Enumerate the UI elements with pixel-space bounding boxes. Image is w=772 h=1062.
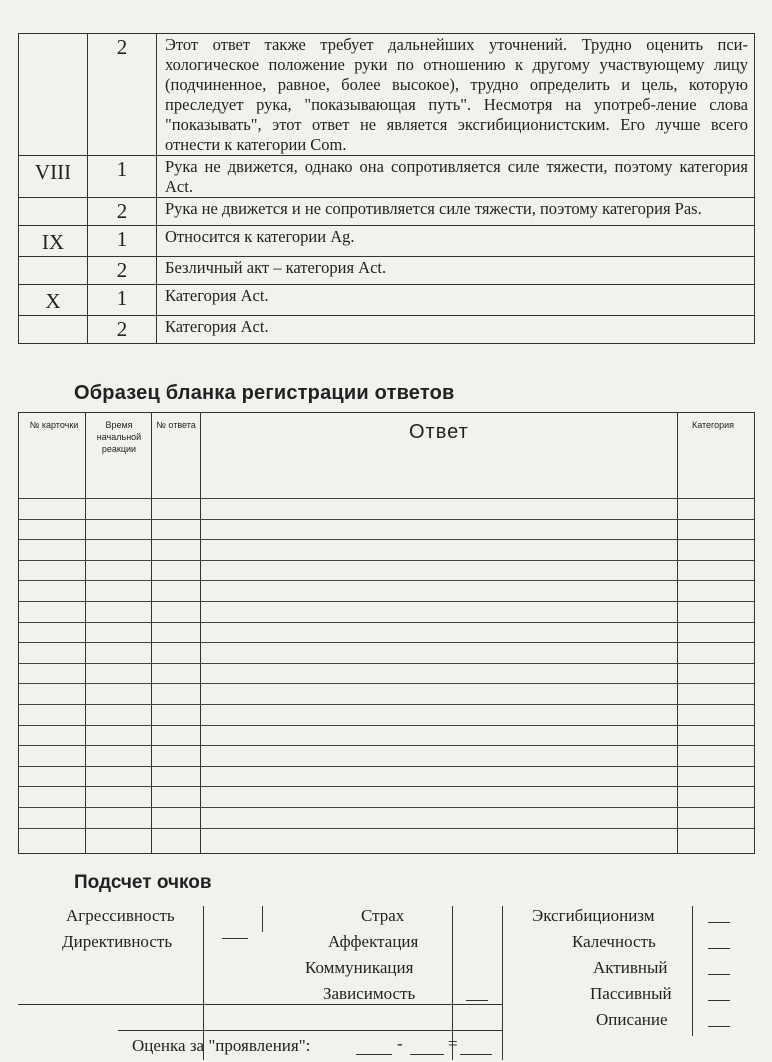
form-row-line (19, 807, 754, 808)
total-blank (410, 1054, 444, 1055)
form-row-line (19, 601, 754, 602)
score-label-exhibitionism: Эксгибиционизм (532, 906, 655, 925)
row-card-number (19, 316, 88, 344)
row-explanation: Категория Act. (157, 316, 755, 344)
total-minus: - (397, 1034, 403, 1053)
score-label-fear: Страх (361, 906, 405, 925)
total-label: Оценка за "проявления": (132, 1036, 311, 1055)
score-blank (222, 938, 248, 939)
score-blank (708, 974, 730, 975)
score-divider (502, 906, 503, 1060)
form-row-line (19, 828, 754, 829)
row-explanation: Относится к категории Ag. (157, 226, 755, 257)
score-label-passive: Пассивный (590, 984, 672, 1003)
form-row-line (19, 786, 754, 787)
score-label-directiveness: Директивность (62, 932, 173, 951)
row-answer-variant: 2 (88, 198, 157, 226)
row-card-number: X (19, 285, 88, 316)
form-row-line (19, 519, 754, 520)
col-header-category: Категория (691, 420, 735, 430)
form-row-line (19, 498, 754, 499)
form-row-line (19, 725, 754, 726)
row-answer-variant: 1 (88, 156, 157, 198)
row-card-number: VIII (19, 156, 88, 198)
score-blank (708, 1000, 730, 1001)
form-row-line (19, 766, 754, 767)
score-label-aggression: Агрессивность (66, 906, 175, 925)
score-label-crippled: Калечность (572, 932, 656, 951)
row-answer-variant: 1 (88, 285, 157, 316)
col-header-card: № карточки (29, 420, 79, 430)
row-card-number (19, 257, 88, 285)
score-label-dependence: Зависимость (323, 984, 416, 1003)
category-examples-table (18, 33, 755, 344)
score-divider (262, 906, 263, 932)
form-row-line (19, 683, 754, 684)
row-answer-variant: 2 (88, 316, 157, 344)
form-row-line (19, 704, 754, 705)
row-card-number (19, 198, 88, 226)
score-rule (118, 1030, 502, 1031)
col-header-answer: Ответ (409, 421, 469, 443)
score-blank (708, 922, 730, 923)
row-answer-variant: 2 (88, 257, 157, 285)
example-row (19, 257, 755, 285)
score-blank (466, 1000, 488, 1001)
total-equals: = (448, 1034, 458, 1053)
score-divider (692, 906, 693, 1036)
total-blank (460, 1054, 492, 1055)
example-row (19, 285, 755, 316)
row-explanation: Категория Act. (157, 285, 755, 316)
example-row (19, 198, 755, 226)
row-explanation: Рука не движется, однако она сопротивляется силе тяжести, поэтому категория Act. (157, 156, 755, 198)
row-card-number: IX (19, 226, 88, 257)
example-row (19, 156, 755, 198)
form-row-line (19, 745, 754, 746)
row-explanation: Рука не движется и не сопротивляется силе тяжести, поэтому категория Pas. (157, 198, 755, 226)
row-answer-variant: 1 (88, 226, 157, 257)
form-row-line (19, 663, 754, 664)
score-title: Подсчет очков (74, 872, 212, 893)
score-blank (708, 948, 730, 949)
score-rule (18, 1004, 502, 1005)
col-header-answer-no: № ответа (156, 420, 196, 430)
score-label-active: Активный (593, 958, 668, 977)
row-card-number (19, 34, 88, 156)
answer-registration-form (18, 412, 755, 854)
form-row-line (19, 539, 754, 540)
score-label-description: Описание (596, 1010, 668, 1029)
score-label-affect: Аффектация (328, 932, 419, 951)
total-blank (356, 1054, 392, 1055)
form-row-line (19, 622, 754, 623)
form-row-line (19, 642, 754, 643)
row-explanation: Этот ответ также требует дальнейших уточнений. Трудно оценить пси-хологическое положение руки по отношению к другому участвующему лицу (подчиненное, равное, более высокое), трудно определить и цель, которую преследует рука, "показывающая путь". Несмотря на употреб-ление слова "показывать", этот ответ не является эксгибиционистским. Его лучше всего отнести к категории Com. (157, 34, 755, 156)
form-row-line (19, 560, 754, 561)
row-answer-variant: 2 (88, 34, 157, 156)
score-label-communication: Коммуникация (305, 958, 414, 977)
example-row (19, 316, 755, 344)
col-header-time: Время начальной реакции (96, 420, 142, 454)
row-explanation: Безличный акт – категория Act. (157, 257, 755, 285)
form-row-line (19, 580, 754, 581)
score-blank (708, 1026, 730, 1027)
example-row (19, 34, 755, 156)
example-row (19, 226, 755, 257)
score-section (0, 900, 772, 1062)
form-title: Образец бланка регистрации ответов (74, 382, 455, 404)
